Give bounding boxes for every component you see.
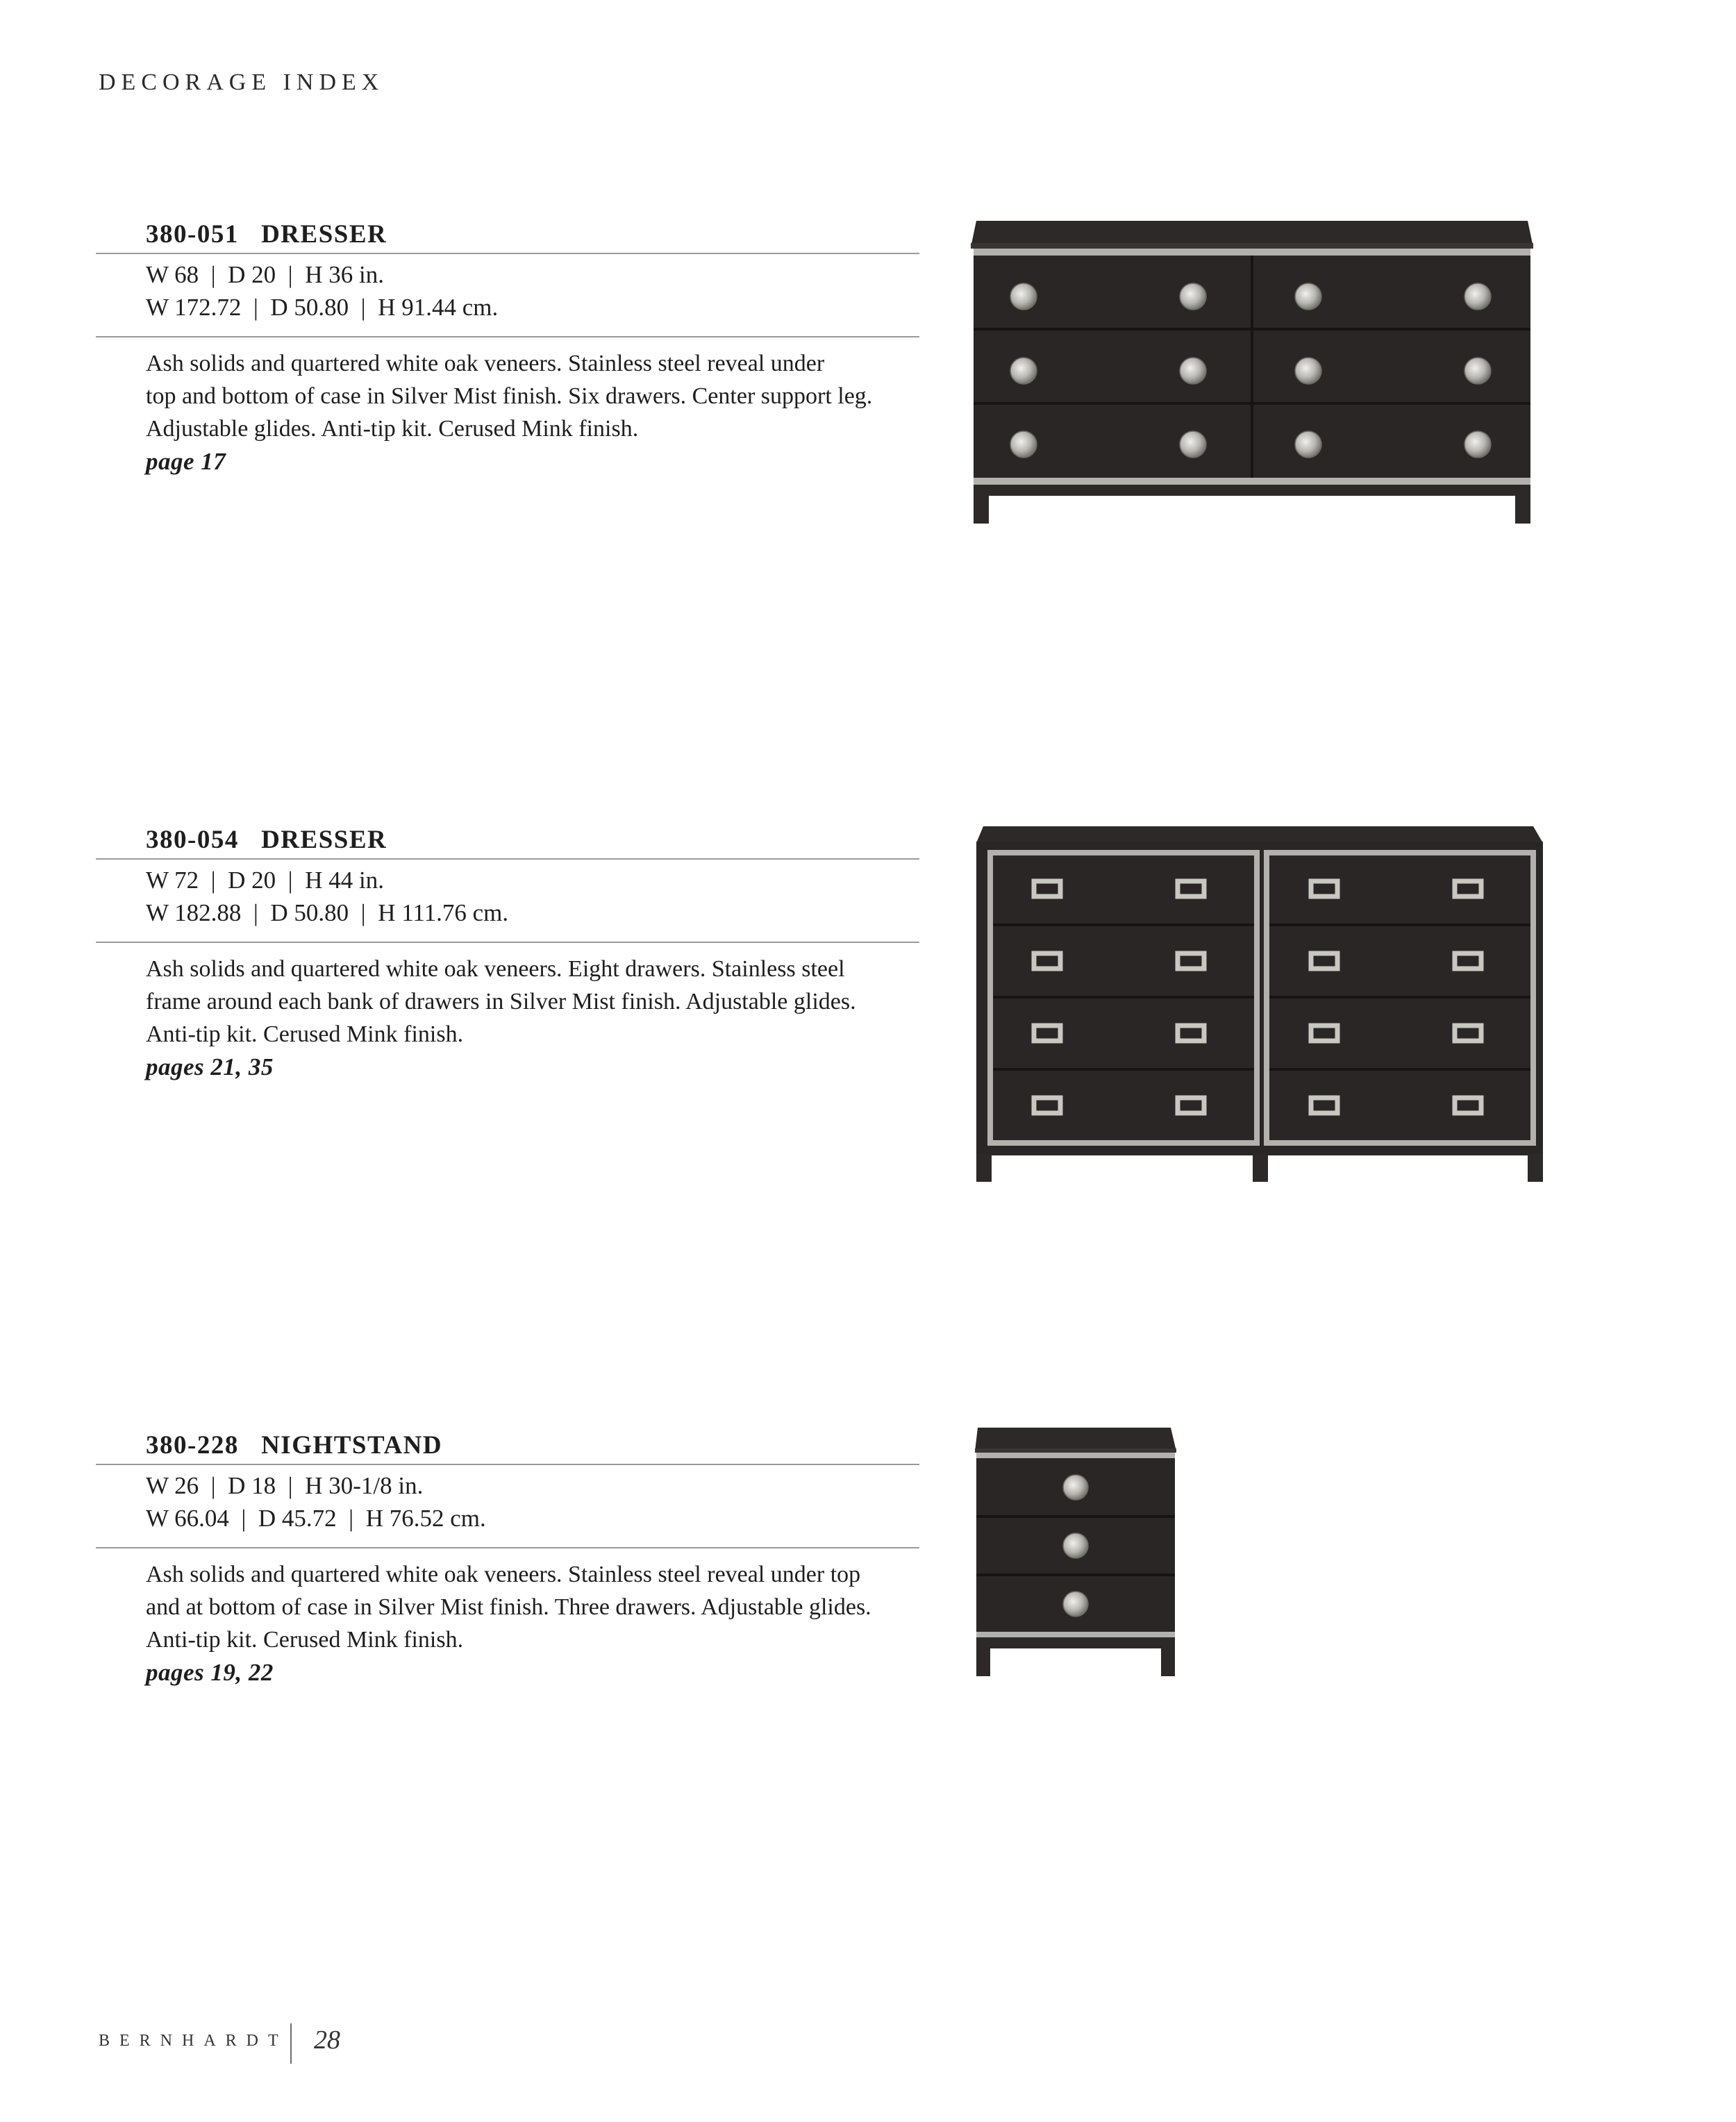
dimensions-cm: W 172.72 | D 50.80 | H 91.44 cm. [146, 294, 499, 321]
dimensions-inches: W 26 | D 18 | H 30-1/8 in. [146, 1472, 424, 1499]
product-description [146, 953, 924, 1083]
page-header-title: DECORAGE INDEX [99, 69, 385, 95]
product-description [146, 347, 924, 478]
page-reference: pages 21, 35 [146, 1053, 274, 1080]
description-line: Ash solids and quartered white oak veneers. Eight drawers. Stainless steel [146, 956, 845, 982]
dimensions-cm: W 66.04 | D 45.72 | H 76.52 cm. [146, 1505, 486, 1532]
brand-name: BERNHARDT [99, 2032, 288, 2050]
description-line: Anti-tip kit. Cerused Mink finish. [146, 1021, 464, 1047]
product-description [146, 1558, 924, 1689]
description-line: Ash solids and quartered white oak veneers. Stainless steel reveal under [146, 351, 825, 376]
description-line: top and bottom of case in Silver Mist finish. Six drawers. Center support leg. [146, 383, 873, 409]
dimensions-inches: W 72 | D 20 | H 44 in. [146, 867, 384, 894]
description-line: Adjustable glides. Anti-tip kit. Cerused Mink finish. [146, 416, 639, 442]
divider-line [96, 1464, 919, 1465]
description-line: frame around each bank of drawers in Silver Mist finish. Adjustable glides. [146, 989, 856, 1014]
nightstand-380-228-image [972, 1425, 1180, 1679]
divider-line [96, 1547, 919, 1548]
page-reference: page 17 [146, 448, 226, 475]
page-reference: pages 19, 22 [146, 1659, 274, 1686]
dimensions-inches: W 68 | D 20 | H 36 in. [146, 261, 384, 288]
product-title: 380-054 DRESSER [146, 826, 387, 854]
dimensions-cm: W 182.88 | D 50.80 | H 111.76 cm. [146, 899, 509, 926]
divider-line [96, 942, 919, 943]
description-line: Ash solids and quartered white oak veneers. Stainless steel reveal under top [146, 1562, 861, 1587]
divider-line [96, 336, 919, 337]
description-line: and at bottom of case in Silver Mist finish. Three drawers. Adjustable glides. [146, 1594, 871, 1620]
dresser-380-054-image [972, 824, 1546, 1185]
product-title: 380-228 NIGHTSTAND [146, 1431, 443, 1460]
divider-line [96, 858, 919, 860]
divider-line [96, 253, 919, 254]
description-line: Anti-tip kit. Cerused Mink finish. [146, 1627, 464, 1653]
dresser-380-051-image [968, 218, 1542, 528]
footer-divider [290, 2023, 292, 2064]
page-number: 28 [314, 2025, 340, 2055]
product-title: 380-051 DRESSER [146, 220, 387, 249]
